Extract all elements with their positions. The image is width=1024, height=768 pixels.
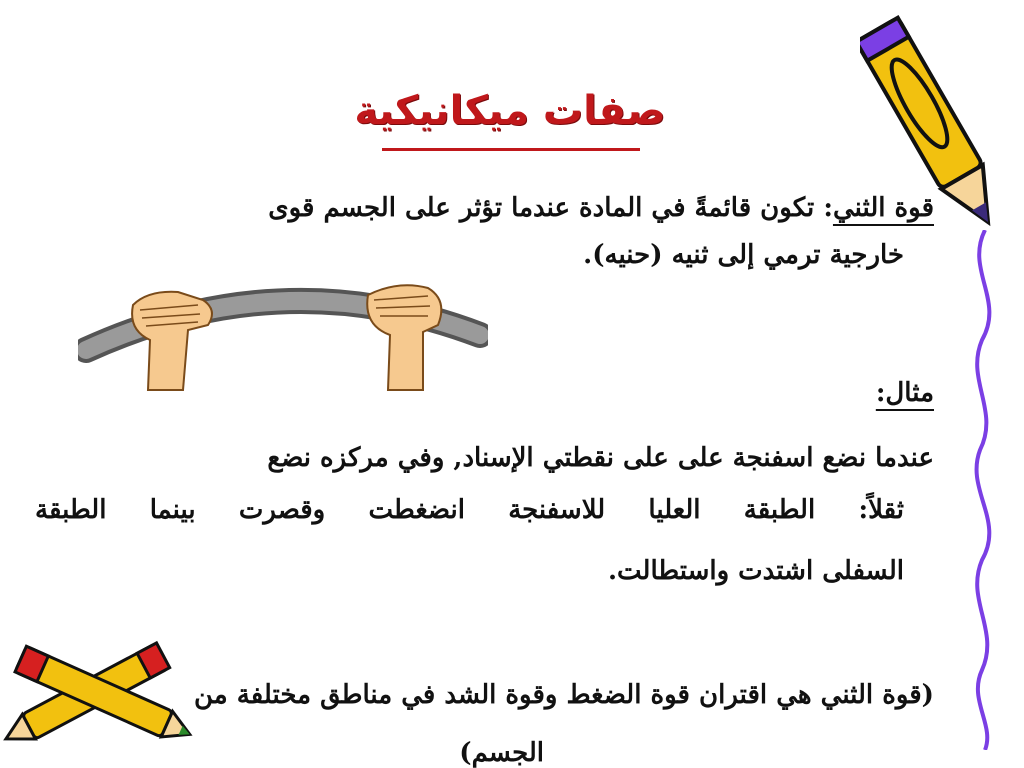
example-line1: عندما نضع اسفنجة على على نقطتي الإسناد, وفي مركزه نضع: [267, 443, 934, 473]
title-underline: [382, 148, 640, 151]
example-line3: السفلى اشتدت واستطالت.: [607, 556, 904, 586]
bending-definition-line1: [35, 178, 934, 238]
crossed-pencils-illustration: [0, 620, 205, 760]
bending-bar-illustration: [78, 270, 488, 395]
wavy-border: [960, 230, 1010, 750]
bending-term: قوة الثني: [832, 193, 934, 223]
example-line2: ثقلاً: الطبقة العليا للاسفنجة انضغطت وقصرت بينما الطبقة: [35, 495, 904, 525]
slide-title: صفات ميكانيكية: [354, 88, 666, 134]
note-line2: الجسم): [459, 738, 544, 768]
bending-definition-text: : تكون قائمةً في المادة عندما تؤثر على الجسم قوى: [268, 193, 833, 223]
example-label: مثال:: [875, 378, 934, 408]
pencil-illustration: [860, 5, 1005, 245]
bending-definition-line2: خارجية ترمي إلى ثنيه (حنيه).: [583, 240, 904, 270]
note-line1: (قوة الثني هي اقتران قوة الضغط وقوة الشد في مناطق مختلفة من: [194, 680, 934, 710]
